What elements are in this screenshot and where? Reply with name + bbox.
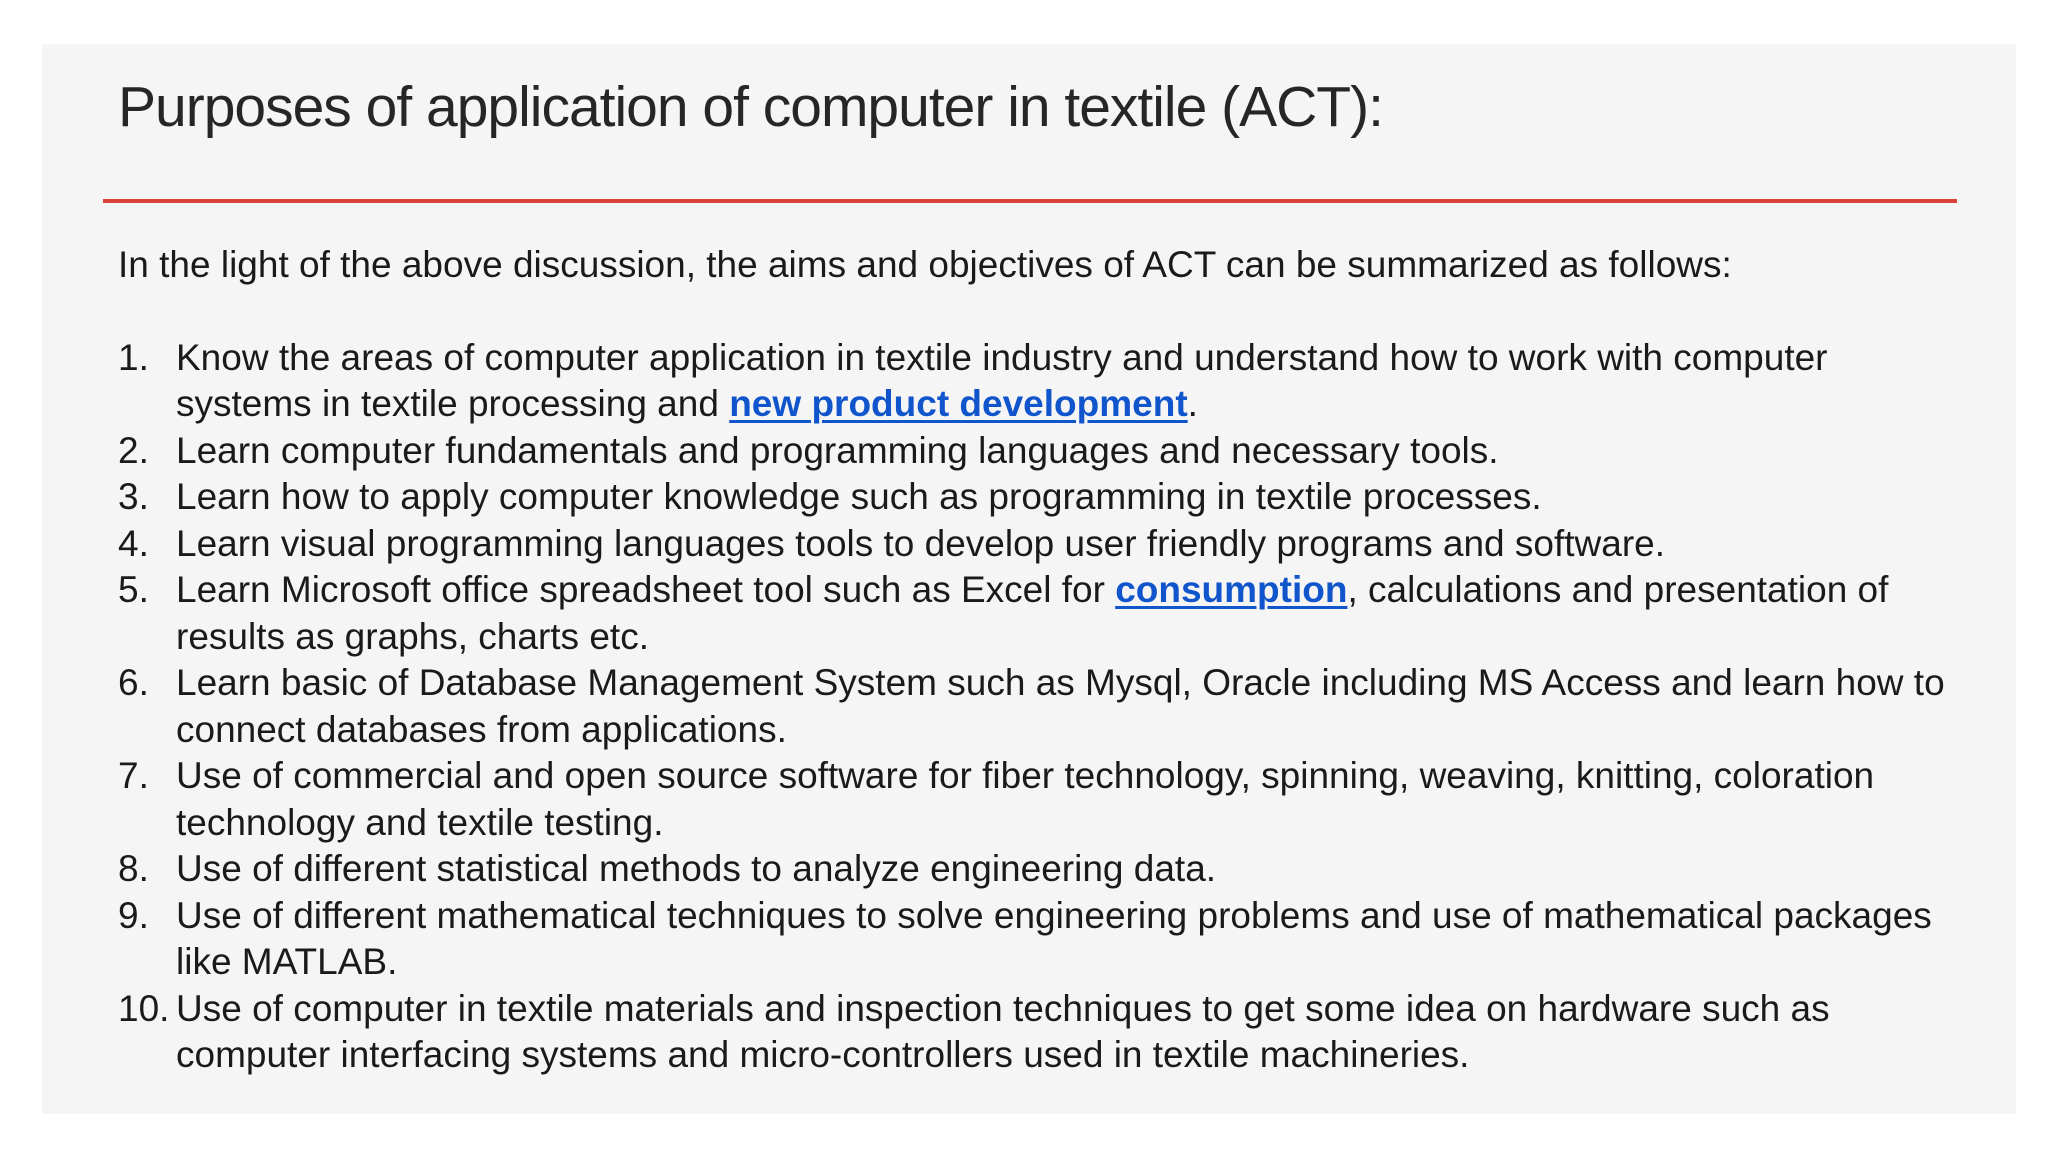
list-item-text: Use of different mathematical techniques to solve engineering problems and use of mathematical packages like MATLAB. (176, 894, 1932, 982)
list-item (118, 335, 1968, 428)
objectives-list (118, 335, 1968, 1079)
list-item-number: 1. (118, 336, 149, 378)
list-item-number: 8. (118, 848, 149, 889)
list-item-text-end: . (1187, 383, 1198, 424)
list-item-text: Learn computer fundamentals and programming languages and necessary tools. (176, 429, 1499, 471)
list-item (118, 660, 1968, 753)
list-item-number: 2. (118, 429, 149, 471)
list-item-number: 10. (118, 987, 170, 1029)
list-item-text: Use of different statistical methods to analyze engineering data. (176, 848, 1217, 889)
slide-title: Purposes of application of computer in textile (ACT): (118, 75, 1383, 139)
list-item (118, 893, 1968, 986)
list-item-text: Use of commercial and open source software for fiber technology, spinning, weaving, knitting, coloration technology and textile testing. (176, 755, 1875, 843)
list-item-text-end: , calculations and presentation of results as graphs, charts etc. (176, 569, 1889, 657)
list-item-text: Know the areas of computer application in textile industry and understand how to work with computer systems in textile processing and (176, 336, 1828, 424)
list-item-number: 5. (118, 569, 149, 610)
intro-text: In the light of the above discussion, the aims and objectives of ACT can be summarized as follows: (118, 244, 1732, 285)
list-item (118, 986, 1968, 1079)
new-product-development-link[interactable]: new product development (729, 383, 1188, 424)
list-item-number: 9. (118, 894, 149, 936)
list-item-text: Learn basic of Database Management System such as Mysql, Oracle including MS Access and learn how to connect databases from applications. (176, 662, 1945, 750)
list-item (118, 428, 1968, 475)
list-item (118, 521, 1968, 568)
title-divider (103, 199, 1957, 203)
list-item (118, 846, 1968, 893)
list-item (118, 753, 1968, 846)
consumption-link[interactable]: consumption (1115, 569, 1348, 610)
list-item-number: 7. (118, 755, 149, 796)
slide (42, 44, 2016, 1114)
list-item-number: 4. (118, 522, 149, 564)
list-item-number: 3. (118, 476, 149, 517)
list-item (118, 567, 1968, 660)
slide-body (118, 242, 1968, 1079)
list-item-number: 6. (118, 662, 149, 703)
list-item-text: Learn Microsoft office spreadsheet tool such as Excel for (176, 569, 1116, 610)
list-item-text: Use of computer in textile materials and inspection techniques to get some idea on hardware such as computer interfacing systems and micro-controllers used in textile machineries. (176, 987, 1830, 1075)
list-item-text: Learn visual programming languages tools to develop user friendly programs and software. (176, 522, 1666, 564)
list-item-text: Learn how to apply computer knowledge such as programming in textile processes. (176, 476, 1542, 517)
list-item (118, 474, 1968, 521)
